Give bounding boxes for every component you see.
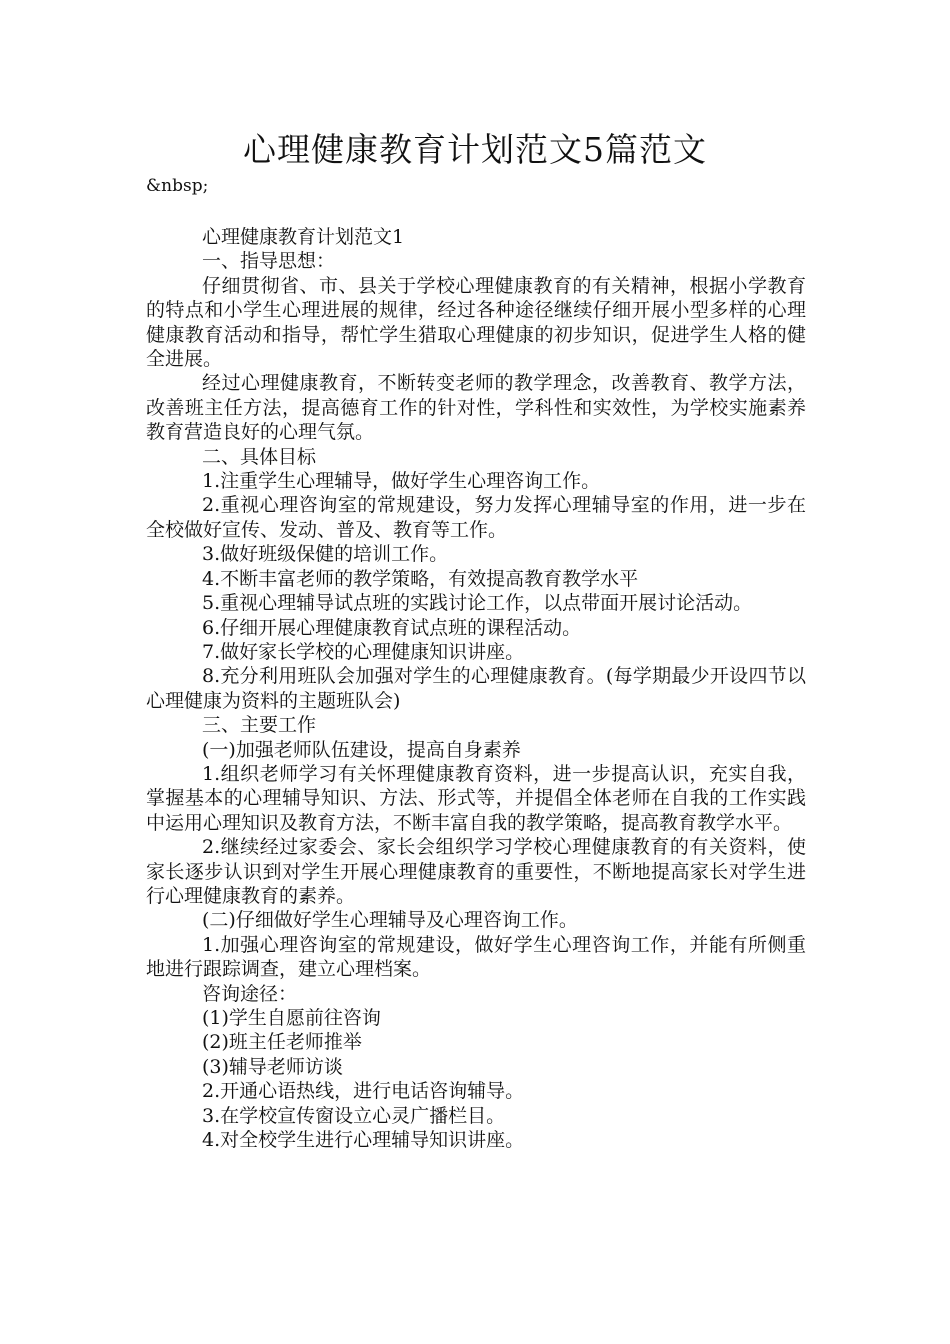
list-item: 3.在学校宣传窗设立心灵广播栏目。	[202, 1104, 506, 1127]
list-item: 3.做好班级保健的培训工作。	[202, 543, 449, 566]
subheading: 三、主要工作	[202, 714, 317, 737]
list-item: 2.继续经过家委会、家长会组织学习学校心理健康教育的有关资料，使家长逐步认识到对学生开展心理健康教育的重要性，不断地提高家长对学生进行心理健康教育的素养。	[146, 836, 806, 907]
list-item: 1.加强心理咨询室的常规建设，做好学生心理咨询工作，并能有所侧重地进行跟踪调查，建立心理档案。	[146, 933, 806, 981]
document-body	[146, 225, 806, 1152]
subheading: 一、指导思想：	[202, 250, 336, 273]
list-item: (3)辅导老师访谈	[202, 1055, 343, 1078]
list-item: 1.注重学生心理辅导，做好学生心理咨询工作。	[202, 470, 601, 493]
list-item: 5.重视心理辅导试点班的实践讨论工作，以点带面开展讨论活动。	[202, 592, 753, 615]
list-item: 6.仔细开展心理健康教育试点班的课程活动。	[202, 616, 582, 639]
paragraph: 仔细贯彻省、市、县关于学校心理健康教育的有关精神，根据小学教育的特点和小学生心理进展的规律，经过各种途径继续仔细开展小型多样的心理健康教育活动和指导，帮忙学生猎取心理健康的初步知识，促进学生人格的健全进展。	[146, 274, 806, 371]
subheading: 二、具体目标	[202, 445, 317, 468]
list-item: 4.不断丰富老师的教学策略，有效提高教育教学水平	[202, 567, 639, 590]
subheading: (二)仔细做好学生心理辅导及心理咨询工作。	[202, 909, 578, 932]
list-item: 7.做好家长学校的心理健康知识讲座。	[202, 640, 525, 663]
list-item: (1)学生自愿前往咨询	[202, 1007, 381, 1029]
subheading: (一)加强老师队伍建设，提高自身素养	[202, 738, 521, 761]
list-item: 2.重视心理咨询室的常规建设，努力发挥心理辅导室的作用，进一步在全校做好宣传、发动、普及、教育等工作。	[146, 494, 806, 541]
list-item: (2)班主任老师推举	[202, 1031, 362, 1054]
section-heading: 心理健康教育计划范文1	[202, 226, 405, 248]
document-title: 心理健康教育计划范文5篇范文	[243, 130, 707, 169]
list-item: 1.组织老师学习有关怀理健康教育资料，进一步提高认识，充实自我，掌握基本的心理辅导知识、方法、形式等，并提倡全体老师在自我的工作实践中运用心理知识及教育方法，不断丰富自我的教学策略，提高教育教学水平。	[146, 762, 806, 834]
nbsp-text: &nbsp;	[146, 176, 209, 196]
list-item: 8.充分利用班队会加强对学生的心理健康教育。(每学期最少开设四节以心理健康为资料的主题班队会)	[146, 665, 806, 712]
list-item: 2.开通心语热线，进行电话咨询辅导。	[202, 1080, 525, 1103]
paragraph: 经过心理健康教育，不断转变老师的教学理念，改善教育、教学方法，改善班主任方法，提高德育工作的针对性，学科性和实效性，为学校实施素养教育营造良好的心理气氛。	[146, 372, 806, 444]
paragraph: 咨询途径：	[202, 982, 298, 1005]
list-item: 4.对全校学生进行心理辅导知识讲座。	[202, 1129, 525, 1152]
